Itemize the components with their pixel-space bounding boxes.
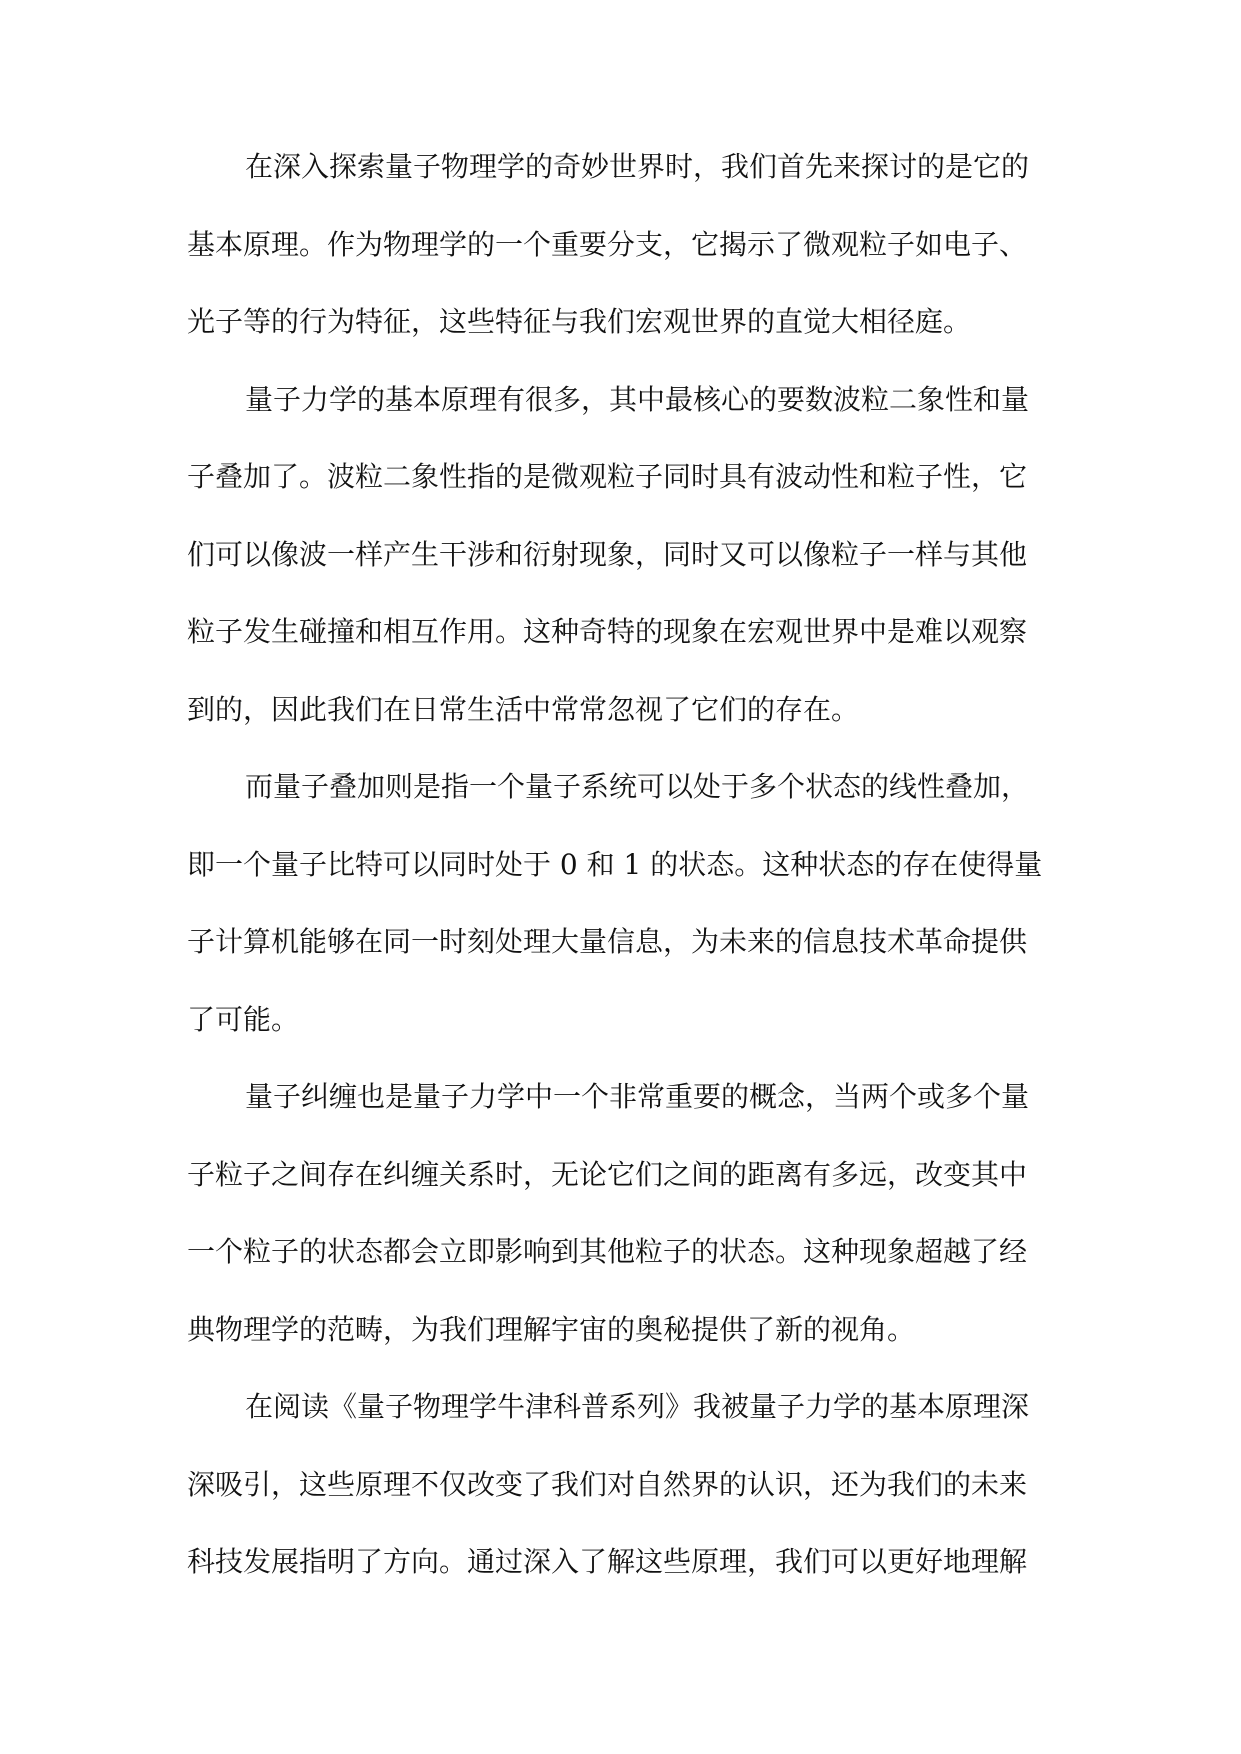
line-3: 光子等的行为特征，这些特征与我们宏观世界的直觉大相径庭。	[187, 305, 972, 338]
line-5: 子叠加了。波粒二象性指的是微观粒子同时具有波动性和粒子性，它	[187, 460, 1028, 493]
line-10: 即一个量子比特可以同时处于 0 和 1 的状态。这种状态的存在使得量	[187, 847, 1043, 881]
line-17: 在阅读《量子物理学牛津科普系列》我被量子力学的基本原理深	[245, 1390, 1030, 1423]
line-11: 子计算机能够在同一时刻处理大量信息，为未来的信息技术革命提供	[187, 925, 1028, 958]
line-16: 典物理学的范畴，为我们理解宇宙的奥秘提供了新的视角。	[187, 1312, 916, 1346]
line-8: 到的，因此我们在日常生活中常常忽视了它们的存在。	[187, 692, 860, 726]
line-13: 量子纠缠也是量子力学中一个非常重要的概念，当两个或多个量	[245, 1080, 1030, 1113]
line-12: 了可能。	[187, 1002, 300, 1036]
line-15: 一个粒子的状态都会立即影响到其他粒子的状态。这种现象超越了经	[187, 1235, 1028, 1268]
line-19: 科技发展指明了方向。通过深入了解这些原理，我们可以更好地理解	[187, 1545, 1028, 1578]
line-4: 量子力学的基本原理有很多，其中最核心的要数波粒二象性和量	[245, 382, 1030, 416]
line-14: 子粒子之间存在纠缠关系时，无论它们之间的距离有多远，改变其中	[187, 1157, 1028, 1191]
line-9: 而量子叠加则是指一个量子系统可以处于多个状态的线性叠加，	[245, 770, 1030, 803]
line-2: 基本原理。作为物理学的一个重要分支，它揭示了微观粒子如电子、	[187, 227, 1028, 261]
document-body	[187, 128, 1067, 1601]
line-18: 深吸引，这些原理不仅改变了我们对自然界的认识，还为我们的未来	[187, 1467, 1028, 1501]
line-6: 们可以像波一样产生干涉和衍射现象，同时又可以像粒子一样与其他	[187, 537, 1028, 571]
line-7: 粒子发生碰撞和相互作用。这种奇特的现象在宏观世界中是难以观察	[187, 615, 1028, 648]
line-1: 在深入探索量子物理学的奇妙世界时，我们首先来探讨的是它的	[245, 150, 1030, 183]
